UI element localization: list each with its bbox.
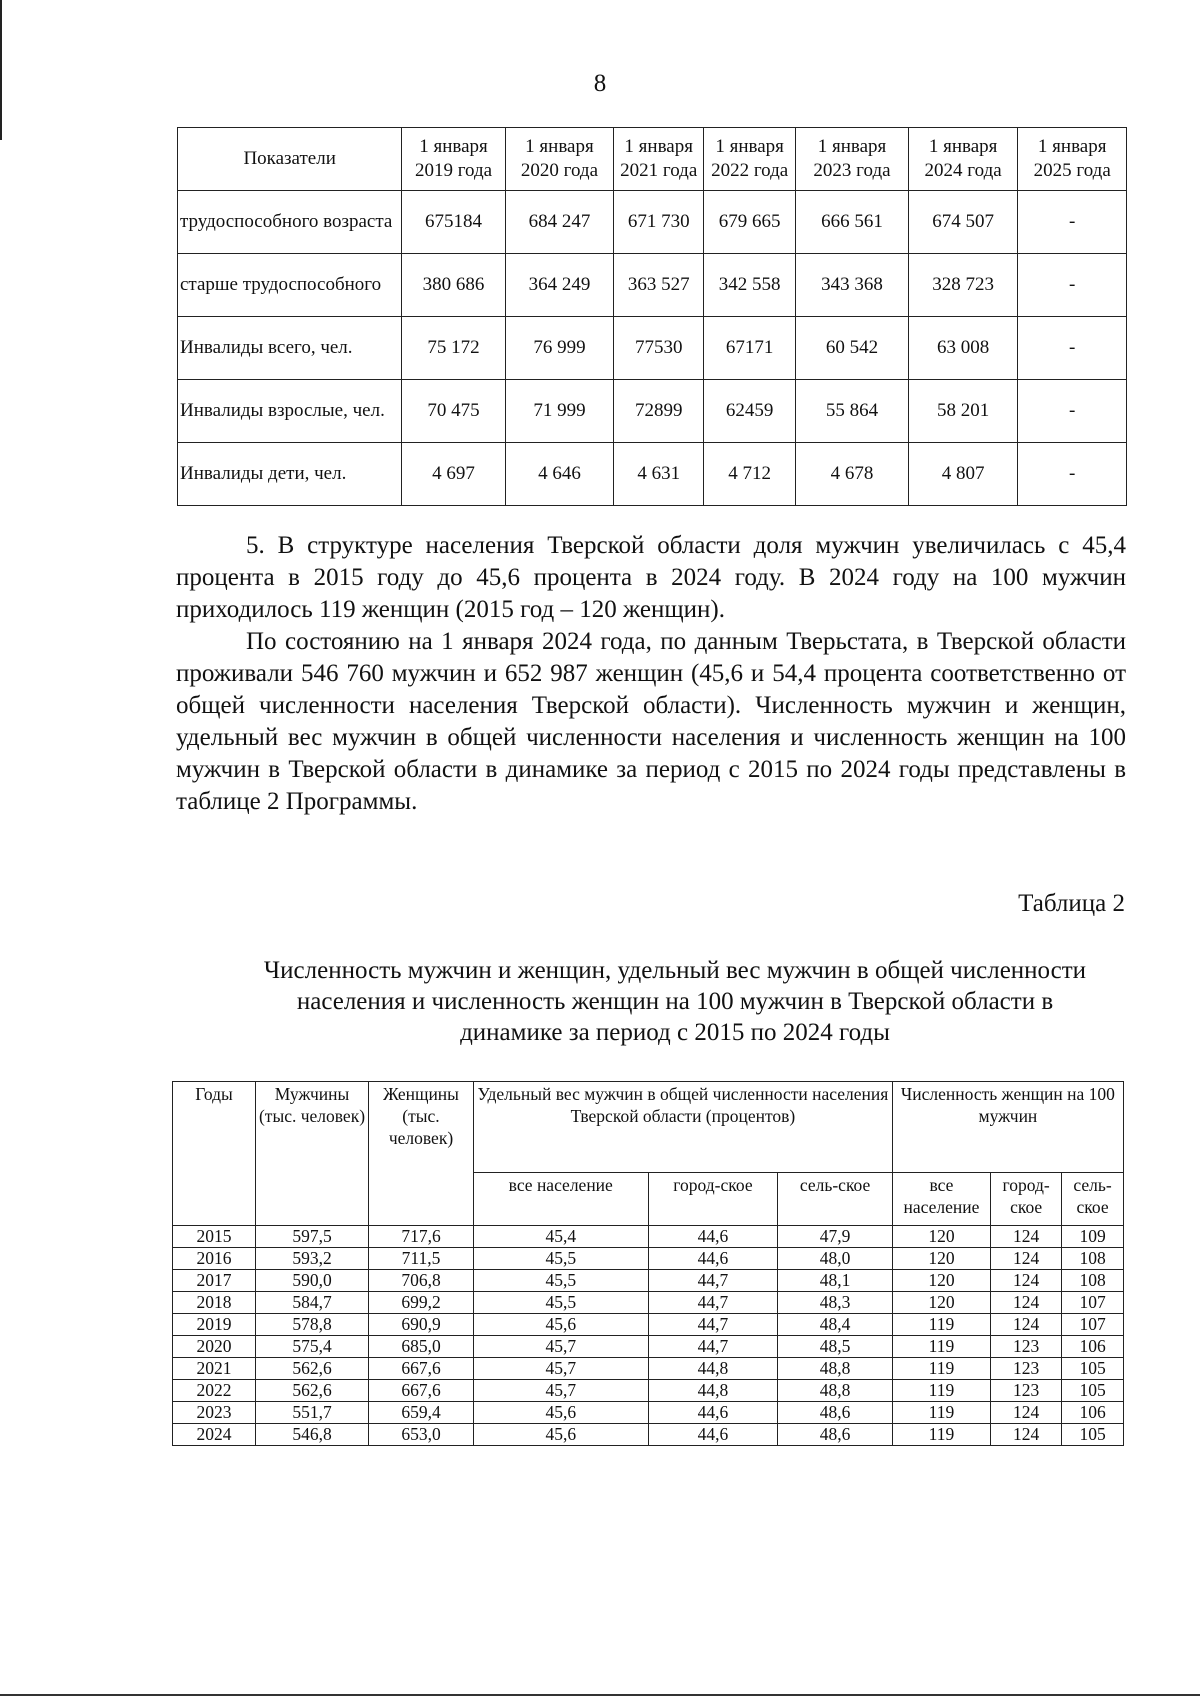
subheader-cell: все население <box>892 1173 990 1226</box>
table-row <box>178 443 1127 506</box>
header-cell: 1 января 2022 года <box>704 128 796 191</box>
year-cell: 2023 <box>173 1402 256 1424</box>
data-cell: - <box>1018 254 1127 317</box>
data-cell: 48,8 <box>778 1380 892 1402</box>
data-cell: 593,2 <box>256 1248 369 1270</box>
row-label: трудоспособного возраста <box>178 191 402 254</box>
data-cell: 119 <box>892 1380 990 1402</box>
subheader-cell: сель-ское <box>1062 1173 1124 1226</box>
data-cell: 342 558 <box>704 254 796 317</box>
data-cell: 109 <box>1062 1226 1124 1248</box>
population-dynamics-table <box>172 1081 1124 1446</box>
paragraph: По состоянию на 1 января 2024 года, по данным Тверьстата, в Тверской области проживали 546 760 мужчин и 652 987 женщин (45,6 и 54,4 процента соответственно от общей численности населения Тверской области). Численность мужчин и женщин, удельный вес мужчин в общей численности населения и численность женщин на 100 мужчин в Тверской области в динамике за период с 2015 по 2024 годы представлены в таблице 2 Программы. <box>176 628 1126 815</box>
data-cell: 4 646 <box>505 443 614 506</box>
data-cell: 674 507 <box>908 191 1018 254</box>
data-cell: 62459 <box>704 380 796 443</box>
data-cell: 575,4 <box>256 1336 369 1358</box>
data-cell: 105 <box>1062 1424 1124 1446</box>
data-cell: 124 <box>991 1402 1062 1424</box>
data-cell: 72899 <box>614 380 704 443</box>
table-row <box>178 191 1127 254</box>
data-cell: 699,2 <box>369 1292 474 1314</box>
data-cell: 45,5 <box>474 1270 649 1292</box>
header-share: Удельный вес мужчин в общей численности населения Тверской области (процентов) <box>474 1082 893 1173</box>
year-cell: 2021 <box>173 1358 256 1380</box>
data-cell: 124 <box>991 1424 1062 1446</box>
data-cell: 120 <box>892 1226 990 1248</box>
table-row <box>178 380 1127 443</box>
data-cell: 44,6 <box>648 1424 778 1446</box>
data-cell: 63 008 <box>908 317 1018 380</box>
data-cell: 76 999 <box>505 317 614 380</box>
data-cell: 562,6 <box>256 1358 369 1380</box>
data-cell: 124 <box>991 1314 1062 1336</box>
data-cell: 4 697 <box>402 443 505 506</box>
data-cell: 108 <box>1062 1270 1124 1292</box>
data-cell: 4 807 <box>908 443 1018 506</box>
data-cell: 48,5 <box>778 1336 892 1358</box>
table-row <box>173 1292 1124 1314</box>
data-cell: 546,8 <box>256 1424 369 1446</box>
data-cell: 48,0 <box>778 1248 892 1270</box>
data-cell: 685,0 <box>369 1336 474 1358</box>
table-caption: Таблица 2 <box>1018 890 1125 917</box>
data-cell: 48,3 <box>778 1292 892 1314</box>
table-header-row <box>178 128 1127 191</box>
header-cell: 1 января 2025 года <box>1018 128 1127 191</box>
data-cell: 106 <box>1062 1336 1124 1358</box>
data-cell: 60 542 <box>796 317 909 380</box>
data-cell: 717,6 <box>369 1226 474 1248</box>
subheader-cell: сель-ское <box>778 1173 892 1226</box>
data-cell: 711,5 <box>369 1248 474 1270</box>
data-cell: 48,6 <box>778 1402 892 1424</box>
data-cell: 77530 <box>614 317 704 380</box>
header-cell: Показатели <box>178 128 402 191</box>
header-cell: 1 января 2020 года <box>505 128 614 191</box>
data-cell: 119 <box>892 1424 990 1446</box>
data-cell: 671 730 <box>614 191 704 254</box>
data-cell: 44,7 <box>648 1336 778 1358</box>
row-label: Инвалиды дети, чел. <box>178 443 402 506</box>
data-cell: 562,6 <box>256 1380 369 1402</box>
table-row <box>173 1380 1124 1402</box>
data-cell: - <box>1018 317 1127 380</box>
data-cell: 667,6 <box>369 1380 474 1402</box>
paragraph: 5. В структуре населения Тверской области доля мужчин увеличилась с 45,4 процента в 2015 году до 45,6 процента в 2024 году. В 2024 году на 100 мужчин приходилось 119 женщин (2015 год – 120 женщин). <box>176 532 1126 623</box>
data-cell: 55 864 <box>796 380 909 443</box>
subheader-cell: город-ское <box>648 1173 778 1226</box>
data-cell: 44,8 <box>648 1380 778 1402</box>
data-cell: 44,7 <box>648 1270 778 1292</box>
data-cell: 124 <box>991 1248 1062 1270</box>
data-cell: 667,6 <box>369 1358 474 1380</box>
table-row <box>173 1358 1124 1380</box>
data-cell: 106 <box>1062 1402 1124 1424</box>
data-cell: 119 <box>892 1402 990 1424</box>
data-cell: 123 <box>991 1336 1062 1358</box>
data-cell: 666 561 <box>796 191 909 254</box>
data-cell: 44,8 <box>648 1358 778 1380</box>
data-cell: 659,4 <box>369 1402 474 1424</box>
data-cell: 380 686 <box>402 254 505 317</box>
data-cell: 653,0 <box>369 1424 474 1446</box>
year-cell: 2024 <box>173 1424 256 1446</box>
header-years: Годы <box>173 1082 256 1226</box>
data-cell: 328 723 <box>908 254 1018 317</box>
data-cell: 71 999 <box>505 380 614 443</box>
year-cell: 2017 <box>173 1270 256 1292</box>
table-row <box>173 1336 1124 1358</box>
data-cell: 48,4 <box>778 1314 892 1336</box>
data-cell: 48,1 <box>778 1270 892 1292</box>
data-cell: 363 527 <box>614 254 704 317</box>
year-cell: 2020 <box>173 1336 256 1358</box>
data-cell: 105 <box>1062 1380 1124 1402</box>
data-cell: 48,6 <box>778 1424 892 1446</box>
body-text <box>176 530 1126 818</box>
data-cell: 684 247 <box>505 191 614 254</box>
data-cell: 67171 <box>704 317 796 380</box>
data-cell: 105 <box>1062 1358 1124 1380</box>
data-cell: 123 <box>991 1380 1062 1402</box>
header-cell: 1 января 2021 года <box>614 128 704 191</box>
subheader-cell: город-ское <box>991 1173 1062 1226</box>
data-cell: 107 <box>1062 1314 1124 1336</box>
data-cell: 44,6 <box>648 1248 778 1270</box>
data-cell: 45,6 <box>474 1424 649 1446</box>
data-cell: 690,9 <box>369 1314 474 1336</box>
header-women: Женщины (тыс. человек) <box>369 1082 474 1226</box>
year-cell: 2022 <box>173 1380 256 1402</box>
data-cell: - <box>1018 443 1127 506</box>
data-cell: 679 665 <box>704 191 796 254</box>
data-cell: 108 <box>1062 1248 1124 1270</box>
data-cell: 45,7 <box>474 1358 649 1380</box>
data-cell: 75 172 <box>402 317 505 380</box>
data-cell: - <box>1018 191 1127 254</box>
header-ratio: Численность женщин на 100 мужчин <box>892 1082 1123 1173</box>
data-cell: 45,6 <box>474 1314 649 1336</box>
table-row <box>173 1424 1124 1446</box>
data-cell: 58 201 <box>908 380 1018 443</box>
data-cell: 120 <box>892 1248 990 1270</box>
data-cell: 45,5 <box>474 1248 649 1270</box>
data-cell: 119 <box>892 1314 990 1336</box>
data-cell: 706,8 <box>369 1270 474 1292</box>
header-men: Мужчины (тыс. человек) <box>256 1082 369 1226</box>
data-cell: 70 475 <box>402 380 505 443</box>
data-cell: 48,8 <box>778 1358 892 1380</box>
table-row <box>173 1270 1124 1292</box>
data-cell: 44,7 <box>648 1314 778 1336</box>
table-title: Численность мужчин и женщин, удельный вес мужчин в общей численности населения и численность женщин на 100 мужчин в Тверской области в динамике за период с 2015 по 2024 годы <box>263 957 1087 1046</box>
data-cell: 597,5 <box>256 1226 369 1248</box>
year-cell: 2016 <box>173 1248 256 1270</box>
data-cell: 44,7 <box>648 1292 778 1314</box>
table-row <box>173 1402 1124 1424</box>
data-cell: 123 <box>991 1358 1062 1380</box>
data-cell: 584,7 <box>256 1292 369 1314</box>
data-cell: 124 <box>991 1226 1062 1248</box>
row-label: Инвалиды всего, чел. <box>178 317 402 380</box>
subheader-cell: все население <box>474 1173 649 1226</box>
data-cell: 364 249 <box>505 254 614 317</box>
scan-edge-bottom <box>0 1694 1200 1696</box>
data-cell: 124 <box>991 1292 1062 1314</box>
data-cell: 47,9 <box>778 1226 892 1248</box>
table-row <box>173 1314 1124 1336</box>
data-cell: 44,6 <box>648 1226 778 1248</box>
table-row <box>173 1226 1124 1248</box>
data-cell: - <box>1018 380 1127 443</box>
table-row <box>178 254 1127 317</box>
header-cell: 1 января 2019 года <box>402 128 505 191</box>
data-cell: 45,6 <box>474 1402 649 1424</box>
data-cell: 120 <box>892 1292 990 1314</box>
data-cell: 4 678 <box>796 443 909 506</box>
data-cell: 44,6 <box>648 1402 778 1424</box>
table-row <box>178 317 1127 380</box>
data-cell: 124 <box>991 1270 1062 1292</box>
table-row <box>173 1248 1124 1270</box>
data-cell: 120 <box>892 1270 990 1292</box>
data-cell: 45,7 <box>474 1336 649 1358</box>
data-cell: 119 <box>892 1358 990 1380</box>
data-cell: 107 <box>1062 1292 1124 1314</box>
table-header-row <box>173 1082 1124 1173</box>
data-cell: 45,5 <box>474 1292 649 1314</box>
data-cell: 4 631 <box>614 443 704 506</box>
year-cell: 2015 <box>173 1226 256 1248</box>
data-cell: 590,0 <box>256 1270 369 1292</box>
data-cell: 45,4 <box>474 1226 649 1248</box>
row-label: старше трудоспособного <box>178 254 402 317</box>
year-cell: 2018 <box>173 1292 256 1314</box>
data-cell: 551,7 <box>256 1402 369 1424</box>
row-label: Инвалиды взрослые, чел. <box>178 380 402 443</box>
data-cell: 4 712 <box>704 443 796 506</box>
header-cell: 1 января 2023 года <box>796 128 909 191</box>
data-cell: 343 368 <box>796 254 909 317</box>
indicators-table <box>177 127 1127 506</box>
data-cell: 578,8 <box>256 1314 369 1336</box>
data-cell: 675184 <box>402 191 505 254</box>
header-cell: 1 января 2024 года <box>908 128 1018 191</box>
data-cell: 119 <box>892 1336 990 1358</box>
year-cell: 2019 <box>173 1314 256 1336</box>
data-cell: 45,7 <box>474 1380 649 1402</box>
page-number: 8 <box>593 70 607 97</box>
